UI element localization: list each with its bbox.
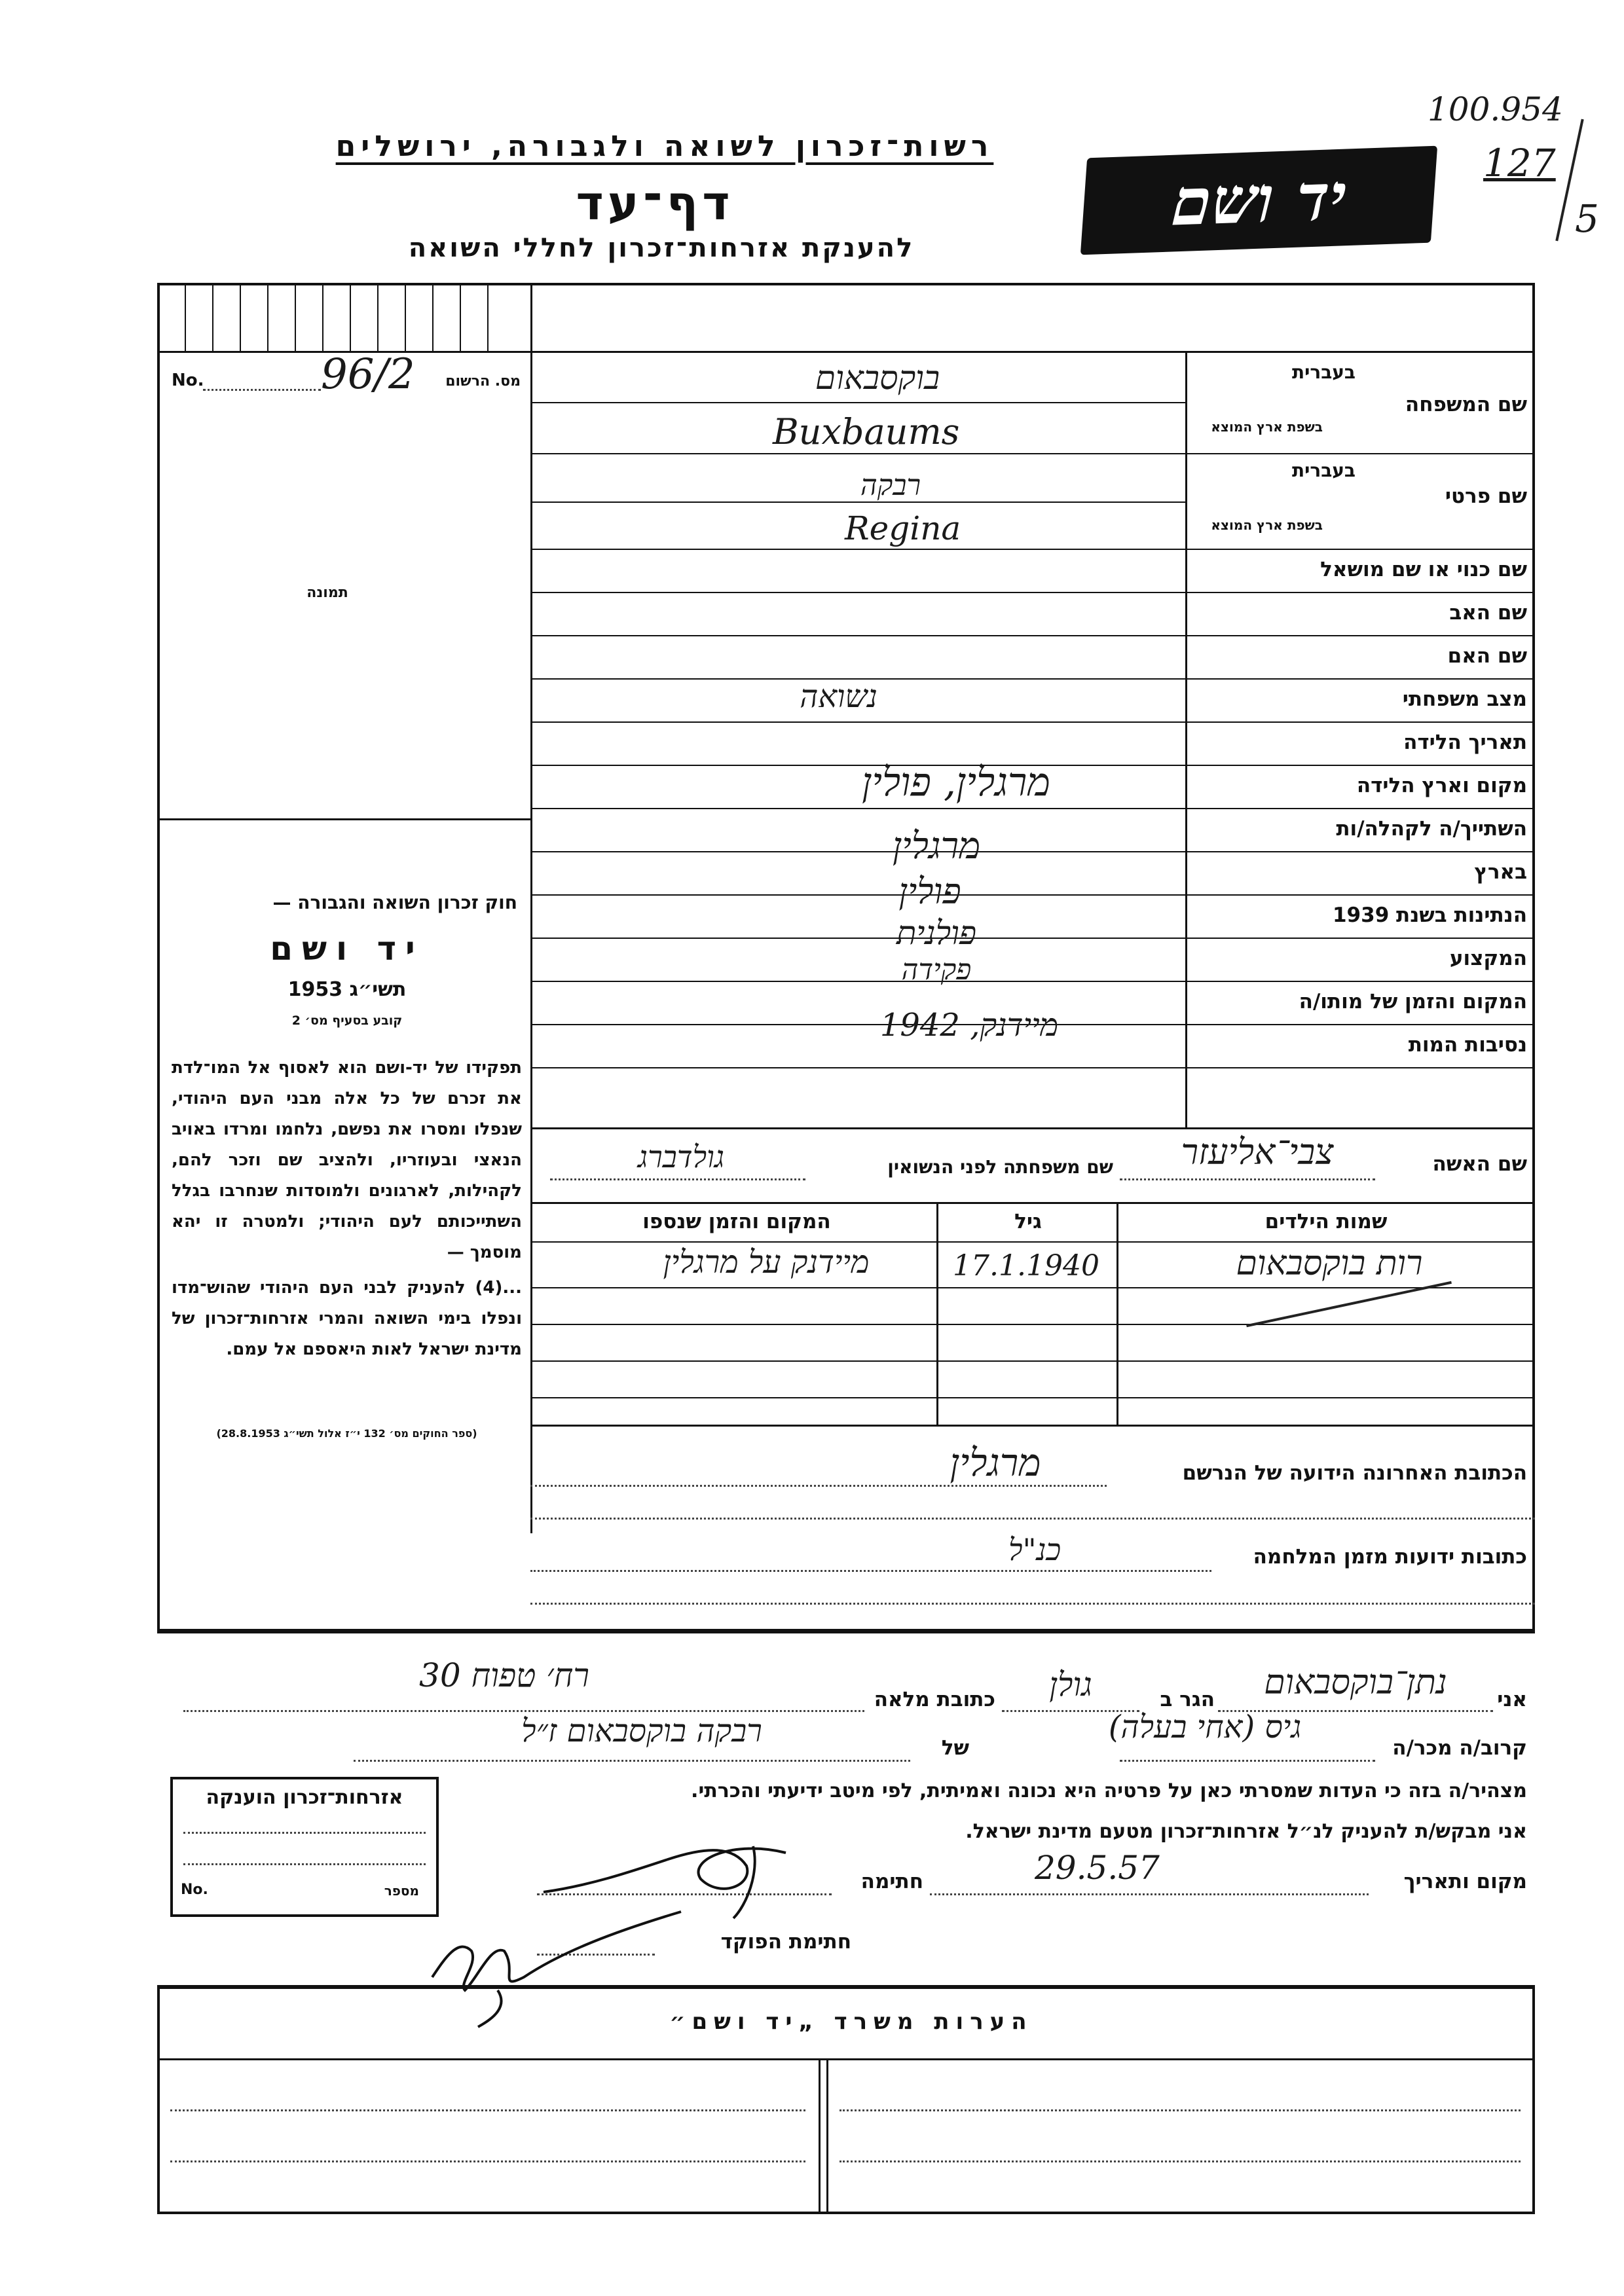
- full-address-label: כתובת מלאה: [874, 1688, 995, 1711]
- children-age-header: גיל: [1014, 1210, 1042, 1233]
- death-place-time-label: המקום והזמן של מותו/ה: [1299, 990, 1527, 1013]
- child-age-value: 17.1.1940: [953, 1249, 1099, 1283]
- family-name-hebrew-value: בוקסבאום: [815, 359, 940, 397]
- children-place-header: המקום והזמן שנספו: [642, 1210, 831, 1233]
- archive-sub-number: 127: [1483, 141, 1556, 185]
- child-place-value: מיידנק על מרגלין: [663, 1244, 870, 1281]
- registration-no-label: No.: [172, 371, 204, 390]
- place-date-label: מקום ותאריך: [1403, 1870, 1527, 1893]
- logo-text: יד ושם: [1169, 159, 1349, 241]
- registration-number-value: 96/2: [321, 350, 415, 399]
- profession-label: המקצוע: [1449, 947, 1527, 970]
- archive-number: 100.954: [1428, 90, 1563, 128]
- nationality-value: פולנית: [896, 914, 977, 952]
- resides-label: הגר ב: [1160, 1688, 1215, 1711]
- citizenship-no-label: No.: [181, 1882, 208, 1898]
- country-label: בארץ: [1474, 860, 1527, 884]
- officer-signature-label: חתימת הפוקד: [720, 1930, 851, 1954]
- first-name-hebrew-value: רבקה: [860, 469, 921, 502]
- family-name-local-value: Buxbaums: [773, 411, 960, 452]
- family-name-label: שם המשפחה: [1405, 393, 1527, 416]
- citizenship-number-label: מספר: [384, 1883, 419, 1899]
- resides-value: גולן: [1049, 1666, 1092, 1704]
- nationality-label: הנתינות בשנת 1939: [1332, 903, 1527, 927]
- declarant-name-value: נתן־בוקסבאום: [1264, 1663, 1447, 1702]
- death-circumstances-label: נסיבות המות: [1408, 1033, 1527, 1057]
- full-address-value: רח׳ טפוח 30: [419, 1656, 589, 1694]
- father-name-label: שם האב: [1449, 601, 1527, 625]
- law-year: תשי״ג 1953: [287, 978, 407, 1001]
- first-name-label: שם פרטי: [1445, 484, 1527, 508]
- org-name: רשות־זכרון לשואה ולגבורה, ירושלים: [335, 130, 994, 163]
- office-notes-title: הערות משרד „יד ושם״: [669, 2009, 1033, 2035]
- first-name-sub-local: בשפת ארץ המוצא: [1211, 517, 1323, 533]
- photo-label: תמונה: [306, 585, 348, 601]
- form-title: דף־עד: [576, 175, 734, 230]
- wartime-address-label: כתובות ידועות מזמן המלחמה: [1253, 1545, 1527, 1569]
- children-names-header: שמות הילדים: [1264, 1210, 1388, 1233]
- death-place-time-value: מיידנק, 1942: [879, 1007, 1059, 1044]
- family-name-sub-hebrew: בעברית: [1291, 361, 1356, 383]
- law-clause: ...(4) להעניק לבני העם היהודי שהוש־מדו ונפלו בימי השואה והמרי אזרחות־זכרון של מדינת ישראל לאות היאספם אל עמם.: [172, 1278, 522, 1359]
- country-value: פולין: [898, 871, 961, 912]
- community-value: מרגלין: [892, 825, 981, 867]
- declarant-i-label: אני: [1497, 1688, 1527, 1711]
- nickname-label: שם כנוי או שם מושאל: [1320, 558, 1527, 581]
- marital-status-value: נשואה: [800, 678, 877, 715]
- of-value: רבקה בוקסבאום ז״ל: [521, 1713, 762, 1749]
- declaration-statement: מצהיר/ה בזה כי העדות שמסרתי כאן על פרטיה היא נכונה ואמיתית, לפי מיטב ידיעתי והכרתי.: [691, 1779, 1527, 1802]
- citizenship-box-title: אזרחות־זכרון הוענקה: [206, 1786, 403, 1809]
- place-date-value: 29.5.57: [1035, 1849, 1160, 1887]
- maiden-name-value: גולדברג: [637, 1139, 725, 1175]
- of-label: של: [941, 1736, 969, 1760]
- law-body: תפקידו של יד-ושם הוא לאסוף אל המו־לדת את זכרם של כל אלה מבני העם היהודי, שנפלו ומסרו את נפשם, נלחמו ומרדו באויב הנאצי ובעוזריו, ולהציב שם וזכר להם, לקהילות, לארגונים ולמוסדות שנחרבו בגלל השתייכותם לעם היהודי; ולמטרה זו יהא מוסמך —: [172, 1058, 522, 1262]
- first-name-sub-hebrew: בעברית: [1291, 460, 1356, 481]
- law-section: קובע בסעיף מס׳ 2: [291, 1013, 403, 1028]
- last-address-label: הכתובת האחרונה הידועה של הנרשם: [1182, 1461, 1527, 1485]
- marital-status-label: מצב משפחתי: [1402, 687, 1527, 711]
- wartime-address-value: כנ"ל: [1008, 1532, 1061, 1567]
- family-name-sub-local: בשפת ארץ המוצא: [1211, 419, 1323, 435]
- birth-place-value: מרגלין, פולין: [862, 759, 1050, 805]
- birth-date-label: תאריך הלידה: [1403, 731, 1527, 754]
- child-name-value: רות בוקסבאום: [1236, 1244, 1423, 1283]
- form-bottom-border: [157, 1985, 1535, 2214]
- law-citation: (ספר החוקים מס׳ 132 י״ז אלול תשי״ג 28.8.1953): [216, 1427, 477, 1440]
- form-subtitle: להענקת אזרחות־זכרון לחללי השואה: [408, 233, 915, 263]
- maiden-name-label: שם משפחתה לפני הנשואין: [887, 1156, 1113, 1178]
- relation-label: קרוב/ה מכר/ה: [1392, 1736, 1527, 1760]
- relation-value: גיס (אחי בעלה): [1108, 1709, 1302, 1745]
- signature-label: חתימה: [860, 1870, 923, 1893]
- law-name: יד ושם: [270, 930, 424, 968]
- registration-number-label: מס. הרשום: [445, 373, 521, 390]
- archive-suffix: 5: [1575, 196, 1599, 241]
- wife-name-label: שם האשה: [1432, 1152, 1527, 1176]
- yad-vashem-logo: [1080, 146, 1437, 255]
- birth-place-label: מקום וארץ הלידה: [1356, 774, 1527, 797]
- last-address-value: מרגלין: [950, 1440, 1041, 1485]
- community-label: השתייך/ה לקהלה/ות: [1336, 817, 1527, 841]
- declaration-request: אני מבקש/ת להעניק לנ״ל אזרחות־זכרון מטעם מדינת ישראל.: [965, 1820, 1527, 1843]
- first-name-local-value: Regina: [845, 509, 961, 547]
- law-title: חוק זכרון השואה והגבורה —: [272, 892, 517, 913]
- wife-name-value: צבי־אליעזר: [1181, 1131, 1334, 1173]
- profession-value: פקידה: [901, 953, 972, 987]
- mother-name-label: שם האם: [1447, 644, 1527, 668]
